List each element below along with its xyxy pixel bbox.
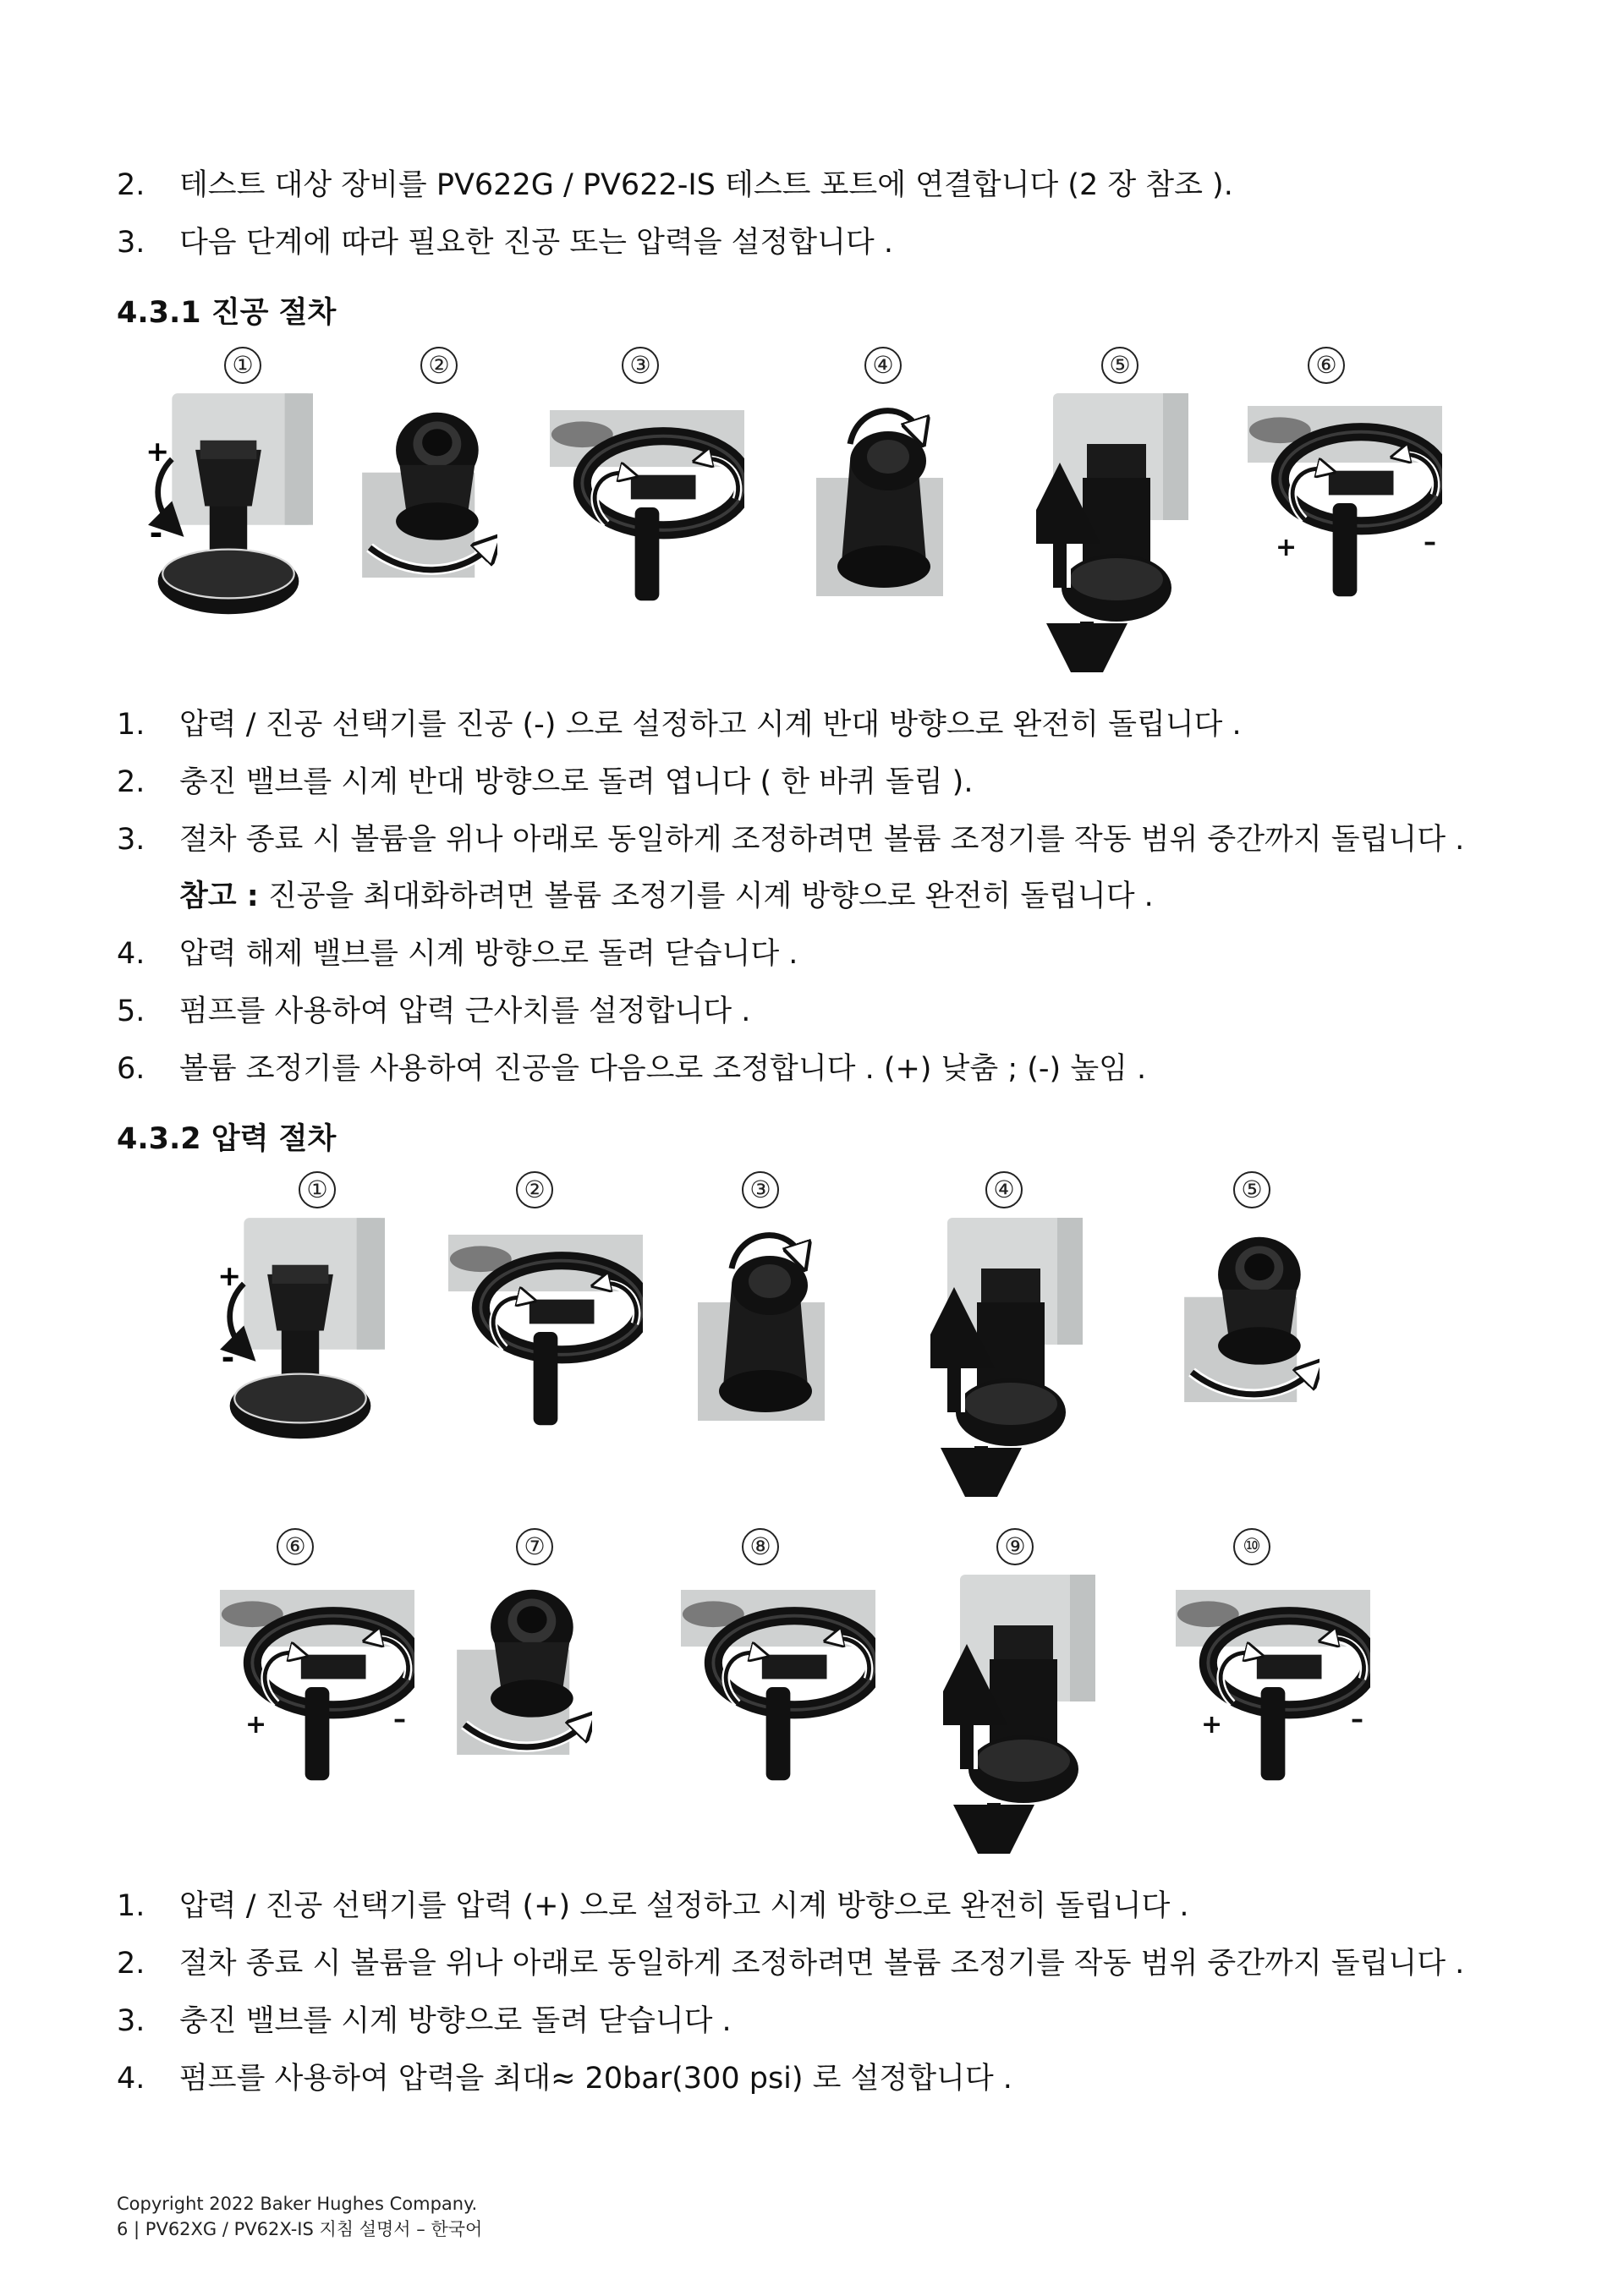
vacuum-step-2 bbox=[117, 764, 973, 801]
step-number: ② bbox=[516, 1171, 553, 1208]
step-number: ⑥ bbox=[1308, 347, 1345, 384]
step-number: ② bbox=[420, 347, 458, 384]
list-text: 압력 해제 밸브를 시계 방향으로 돌려 닫습니다 . bbox=[179, 937, 798, 971]
footer-copyright: Copyright 2022 Baker Hughes Company. bbox=[117, 2194, 478, 2214]
list-number: 3. bbox=[117, 2004, 145, 2038]
step-number: ① bbox=[224, 347, 261, 384]
list-text: 테스트 대상 장비를 PV622G / PV622-IS 테스트 포트에 연결합니다 (2 장 참조 ). bbox=[179, 168, 1233, 202]
plus-label: + bbox=[1276, 533, 1298, 562]
plus-label: + bbox=[1201, 1710, 1223, 1740]
volume-adjuster-figure bbox=[1248, 393, 1442, 613]
step-number: ⑦ bbox=[516, 1528, 553, 1565]
list-text: 절차 종료 시 볼륨을 위나 아래로 동일하게 조정하려면 볼륨 조정기를 작동 범위 중간까지 돌립니다 . bbox=[179, 1947, 1465, 1981]
step-number: ① bbox=[299, 1171, 336, 1208]
pump-figure bbox=[1036, 393, 1188, 672]
list-number: 3. bbox=[117, 226, 145, 260]
handwheel-figure bbox=[681, 1577, 875, 1797]
pressure-step-2 bbox=[117, 1945, 1464, 1982]
step-number: ⑨ bbox=[996, 1528, 1034, 1565]
release-valve-figure bbox=[816, 393, 952, 596]
intro-item-3 bbox=[117, 224, 893, 261]
minus-label: – bbox=[1424, 528, 1436, 557]
step-number: ④ bbox=[864, 347, 902, 384]
list-number: 3. bbox=[117, 823, 145, 857]
fill-valve-figure bbox=[698, 1218, 833, 1421]
step-number: ⑥ bbox=[277, 1528, 314, 1565]
handwheel-figure bbox=[550, 397, 744, 617]
list-text: 볼륨 조정기를 사용하여 진공을 다음으로 조정합니다 . (+) 낮춤 ; (-) 높임 . bbox=[179, 1052, 1147, 1086]
vacuum-step-3 bbox=[117, 821, 1464, 858]
pump-figure bbox=[943, 1575, 1095, 1854]
handwheel-figure bbox=[448, 1222, 643, 1442]
step-number: ⑤ bbox=[1233, 1171, 1270, 1208]
minus-label: – bbox=[393, 1705, 406, 1734]
volume-adjuster-figure bbox=[1176, 1577, 1370, 1797]
list-text: 펌프를 사용하여 압력을 최대≈ 20bar(300 psi) 로 설정합니다 . bbox=[179, 2062, 1012, 2096]
list-number: 4. bbox=[117, 937, 145, 971]
list-text: 절차 종료 시 볼륨을 위나 아래로 동일하게 조정하려면 볼륨 조정기를 작동 범위 중간까지 돌립니다 . bbox=[179, 823, 1465, 857]
handwheel-figure bbox=[220, 1577, 414, 1797]
list-number: 2. bbox=[117, 765, 145, 799]
section-heading-vacuum: 4.3.1 진공 절차 bbox=[117, 296, 337, 330]
list-number: 2. bbox=[117, 1947, 145, 1981]
list-number: 1. bbox=[117, 708, 145, 742]
vacuum-step-4 bbox=[117, 935, 798, 973]
list-text: 펌프를 사용하여 압력 근사치를 설정합니다 . bbox=[179, 995, 751, 1028]
pressure-step-4 bbox=[117, 2060, 1012, 2097]
pressure-step-3 bbox=[117, 2003, 732, 2040]
list-text: 다음 단계에 따라 필요한 진공 또는 압력을 설정합니다 . bbox=[179, 226, 893, 260]
vacuum-note bbox=[179, 878, 1154, 915]
footer-page-line: 6 | PV62XG / PV62X-IS 지침 설명서 – 한국어 bbox=[117, 2219, 483, 2239]
vacuum-step-5 bbox=[117, 993, 750, 1030]
pump-figure bbox=[930, 1218, 1083, 1497]
list-number: 1. bbox=[117, 1889, 145, 1923]
list-text: 압력 / 진공 선택기를 압력 (+) 으로 설정하고 시계 방향으로 완전히 돌립니다 . bbox=[179, 1889, 1189, 1923]
selector-figure bbox=[144, 393, 313, 619]
step-number: ⑩ bbox=[1233, 1528, 1270, 1565]
list-number: 6. bbox=[117, 1052, 145, 1086]
pressure-step-1 bbox=[117, 1888, 1189, 1925]
note-text: 진공을 최대화하려면 볼륨 조정기를 시계 방향으로 완전히 돌립니다 . bbox=[258, 879, 1154, 913]
vacuum-step-1 bbox=[117, 706, 1242, 743]
list-number: 5. bbox=[117, 995, 145, 1028]
list-number: 4. bbox=[117, 2062, 145, 2096]
fill-valve-figure bbox=[362, 397, 497, 578]
note-label: 참고 : bbox=[179, 879, 259, 913]
step-number: ⑤ bbox=[1101, 347, 1138, 384]
selector-figure bbox=[216, 1218, 385, 1444]
vacuum-step-6 bbox=[117, 1050, 1146, 1088]
list-number: 2. bbox=[117, 168, 145, 202]
step-number: ③ bbox=[622, 347, 659, 384]
volume-adjuster-figure bbox=[1184, 1222, 1320, 1402]
plus-label: + bbox=[245, 1710, 267, 1740]
step-number: ⑧ bbox=[742, 1528, 779, 1565]
list-text: 충진 밸브를 시계 반대 방향으로 돌려 엽니다 ( 한 바퀴 돌림 ). bbox=[179, 765, 974, 799]
list-text: 충진 밸브를 시계 방향으로 돌려 닫습니다 . bbox=[179, 2004, 732, 2038]
intro-item-2 bbox=[117, 167, 1233, 204]
section-heading-pressure: 4.3.2 압력 절차 bbox=[117, 1122, 337, 1156]
fill-valve-figure bbox=[457, 1575, 592, 1755]
minus-label: – bbox=[1351, 1705, 1363, 1734]
step-number: ④ bbox=[985, 1171, 1023, 1208]
step-number: ③ bbox=[742, 1171, 779, 1208]
list-text: 압력 / 진공 선택기를 진공 (-) 으로 설정하고 시계 반대 방향으로 완전히 돌립니다 . bbox=[179, 708, 1242, 742]
